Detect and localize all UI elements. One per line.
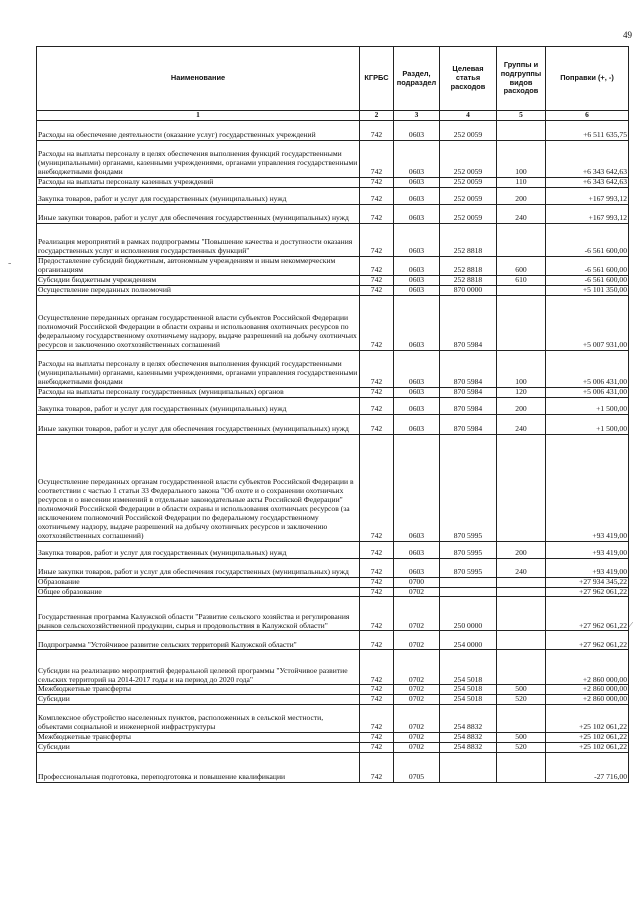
row-expense-group: 100 [497,141,546,178]
row-kgrbs: 742 [360,631,394,650]
row-name: Межбюджетные трансферты [37,685,360,695]
row-name: Подпрограмма "Устойчивое развитие сельских территорий Калужской области" [37,631,360,650]
row-kgrbs: 742 [360,387,394,397]
row-section: 0702 [394,587,440,597]
table-row [37,577,629,587]
row-amendment: +93 419,00 [546,434,629,541]
row-section: 0702 [394,733,440,743]
row-section: 0700 [394,577,440,587]
row-amendment: -6 561 600,00 [546,256,629,275]
table-row [37,597,629,631]
row-target-article: 870 5984 [440,397,497,414]
row-kgrbs: 742 [360,141,394,178]
row-expense-group: 240 [497,558,546,577]
row-section: 0603 [394,256,440,275]
row-expense-group [497,285,546,295]
row-expense-group [497,577,546,587]
row-expense-group: 240 [497,414,546,434]
table-row [37,387,629,397]
row-target-article: 252 8818 [440,256,497,275]
row-name: Субсидии [37,695,360,705]
row-kgrbs: 742 [360,295,394,350]
row-amendment: +2 860 000,00 [546,695,629,705]
row-expense-group: 240 [497,204,546,223]
table-row [37,275,629,285]
row-name: Иные закупки товаров, работ и услуг для обеспечения государственных (муниципальных) нужд [37,204,360,223]
row-target-article [440,587,497,597]
row-kgrbs: 742 [360,597,394,631]
row-kgrbs: 742 [360,121,394,141]
table-row [37,178,629,188]
row-name: Осуществление переданных органам государственной власти субъектов Российской Федерации в соответствии с частью 1 статьи 33 Федерального закона "Об охоте и о сохранении охотничьих ресурсов и о внесении изменений в отдельные законодательные акты Российской Федерации" полномочий Российской Федерации в области охраны и использования охотничьих ресурсов (за исключением полномочий Российской Федерации по федеральному государственному охотничьему надзору, выдаче разрешений на добычу охотничьих ресурсов и заключению охотхозяйственных соглашений) [37,434,360,541]
row-name: Закупка товаров, работ и услуг для государственных (муниципальных) нужд [37,397,360,414]
row-target-article: 254 5018 [440,685,497,695]
row-name: Межбюджетные трансферты [37,733,360,743]
row-section: 0603 [394,434,440,541]
row-amendment: +5 006 431,00 [546,350,629,387]
row-expense-group: 500 [497,685,546,695]
row-expense-group: 500 [497,733,546,743]
row-target-article: 254 8832 [440,743,497,753]
row-target-article: 252 0059 [440,178,497,188]
row-section: 0603 [394,121,440,141]
table-row [37,541,629,558]
row-expense-group: 200 [497,397,546,414]
column-number: 4 [440,111,497,121]
row-kgrbs: 742 [360,753,394,783]
row-name: Субсидии бюджетным учреждениям [37,275,360,285]
row-expense-group: 110 [497,178,546,188]
table-row [37,397,629,414]
row-section: 0702 [394,650,440,685]
row-amendment: +25 102 061,22 [546,705,629,733]
row-name: Расходы на выплаты персоналу казенных учреждений [37,178,360,188]
column-number: 5 [497,111,546,121]
row-target-article: 870 5995 [440,434,497,541]
table-row [37,587,629,597]
row-name: Образование [37,577,360,587]
margin-mark-right: / [627,619,634,632]
row-expense-group [497,223,546,256]
row-section: 0603 [394,295,440,350]
table-row [37,733,629,743]
row-expense-group [497,597,546,631]
row-expense-group [497,705,546,733]
row-kgrbs: 742 [360,685,394,695]
row-amendment: +27 962 061,22 [546,631,629,650]
column-number-row [37,111,629,121]
row-amendment: +6 511 635,75 [546,121,629,141]
row-kgrbs: 742 [360,743,394,753]
row-name: Реализация мероприятий в рамках подпрограммы "Повышение качества и доступности оказания государственных услуг и исполнения государственных функций" [37,223,360,256]
row-section: 0705 [394,753,440,783]
header-target-article: Целевая статья расходов [440,47,497,111]
row-expense-group: 610 [497,275,546,285]
row-target-article: 254 0000 [440,631,497,650]
table-row [37,685,629,695]
table-row [37,223,629,256]
row-section: 0702 [394,685,440,695]
row-kgrbs: 742 [360,558,394,577]
row-amendment: +6 343 642,63 [546,178,629,188]
row-kgrbs: 742 [360,695,394,705]
row-section: 0603 [394,178,440,188]
row-target-article: 252 0059 [440,121,497,141]
row-kgrbs: 742 [360,541,394,558]
row-amendment: +167 993,12 [546,204,629,223]
row-kgrbs: 742 [360,577,394,587]
row-expense-group [497,650,546,685]
row-name: Расходы на выплаты персоналу государственных (муниципальных) органов [37,387,360,397]
row-target-article: 870 5984 [440,295,497,350]
row-target-article: 252 0059 [440,204,497,223]
row-expense-group: 200 [497,541,546,558]
row-target-article: 252 0059 [440,187,497,204]
row-kgrbs: 742 [360,650,394,685]
row-expense-group: 520 [497,695,546,705]
row-name: Государственная программа Калужской области "Развитие сельского хозяйства и регулирования рынков сельскохозяйственной продукции, сырья и продовольствия в Калужской области" [37,597,360,631]
row-kgrbs: 742 [360,178,394,188]
row-name: Иные закупки товаров, работ и услуг для обеспечения государственных (муниципальных) нужд [37,558,360,577]
row-target-article: 254 8832 [440,733,497,743]
row-kgrbs: 742 [360,350,394,387]
table-row [37,256,629,275]
row-expense-group: 120 [497,387,546,397]
row-name: Закупка товаров, работ и услуг для государственных (муниципальных) нужд [37,541,360,558]
table-row [37,705,629,733]
table-row [37,650,629,685]
row-section: 0702 [394,743,440,753]
row-name: Профессиональная подготовка, переподготовка и повышение квалификации [37,753,360,783]
row-amendment: +2 860 000,00 [546,685,629,695]
header-section: Раздел, подраздел [394,47,440,111]
row-kgrbs: 742 [360,285,394,295]
row-amendment: -27 716,00 [546,753,629,783]
row-section: 0603 [394,141,440,178]
table-row [37,204,629,223]
budget-amendments-table [36,46,629,783]
row-kgrbs: 742 [360,414,394,434]
row-target-article: 870 5995 [440,558,497,577]
row-amendment: -6 561 600,00 [546,223,629,256]
row-expense-group [497,753,546,783]
table-row [37,695,629,705]
table-row [37,414,629,434]
row-amendment: +5 101 350,00 [546,285,629,295]
row-target-article: 870 5995 [440,541,497,558]
row-name: Осуществление переданных органам государственной власти субъектов Российской Федерации полномочий Российской Федерации в области охраны и использования охотничьих ресурсов по федеральному государственному охотничьему надзору, выдаче разрешений на добычу охотничьих ресурсов и заключению охотхозяйственных соглашений [37,295,360,350]
row-amendment: +1 500,00 [546,414,629,434]
row-kgrbs: 742 [360,256,394,275]
row-name: Расходы на выплаты персоналу в целях обеспечения выполнения функций государственными (муниципальными) органами, казенными учреждениями, органами управления государственными внебюджетными фондами [37,141,360,178]
column-number: 1 [37,111,360,121]
row-name: Осуществление переданных полномочий [37,285,360,295]
row-amendment: +1 500,00 [546,397,629,414]
row-target-article: 252 8818 [440,223,497,256]
table-row [37,743,629,753]
row-amendment: +27 962 061,22 [546,597,629,631]
row-section: 0603 [394,204,440,223]
row-section: 0603 [394,397,440,414]
row-name: Комплексное обустройство населенных пунктов, расположенных в сельской местности, объектами социальной и инженерной инфраструктуры [37,705,360,733]
row-amendment: +93 419,00 [546,558,629,577]
header-amendments: Поправки (+, -) [546,47,629,111]
table-row [37,434,629,541]
row-amendment: +27 934 345,22 [546,577,629,587]
row-expense-group [497,434,546,541]
row-expense-group: 600 [497,256,546,275]
table-row [37,350,629,387]
page-number: 49 [623,30,632,40]
row-amendment: +167 993,12 [546,187,629,204]
row-target-article: 250 0000 [440,597,497,631]
column-number: 3 [394,111,440,121]
row-kgrbs: 742 [360,187,394,204]
row-name: Субсидии [37,743,360,753]
row-target-article: 254 5018 [440,650,497,685]
row-target-article: 252 0059 [440,141,497,178]
row-target-article: 252 8818 [440,275,497,285]
row-target-article: 254 8832 [440,705,497,733]
row-kgrbs: 742 [360,223,394,256]
row-target-article: 870 5984 [440,387,497,397]
table-row [37,753,629,783]
column-number: 6 [546,111,629,121]
row-section: 0702 [394,705,440,733]
row-kgrbs: 742 [360,204,394,223]
row-name: Закупка товаров, работ и услуг для государственных (муниципальных) нужд [37,187,360,204]
row-expense-group [497,295,546,350]
row-section: 0603 [394,350,440,387]
row-section: 0702 [394,631,440,650]
header-expense-group: Группы и подгруппы видов расходов [497,47,546,111]
column-number: 2 [360,111,394,121]
row-amendment: +5 007 931,00 [546,295,629,350]
row-kgrbs: 742 [360,705,394,733]
row-section: 0603 [394,275,440,285]
row-expense-group: 520 [497,743,546,753]
row-target-article [440,577,497,587]
row-amendment: -6 561 600,00 [546,275,629,285]
row-section: 0603 [394,558,440,577]
row-kgrbs: 742 [360,434,394,541]
row-section: 0603 [394,223,440,256]
row-expense-group: 100 [497,350,546,387]
row-kgrbs: 742 [360,275,394,285]
table-row [37,121,629,141]
row-amendment: +93 419,00 [546,541,629,558]
row-kgrbs: 742 [360,587,394,597]
row-amendment: +2 860 000,00 [546,650,629,685]
row-kgrbs: 742 [360,733,394,743]
row-expense-group [497,587,546,597]
row-name: Иные закупки товаров, работ и услуг для обеспечения государственных (муниципальных) нужд [37,414,360,434]
row-kgrbs: 742 [360,397,394,414]
table-header-row [37,47,629,111]
table-row [37,285,629,295]
row-expense-group [497,631,546,650]
row-amendment: +25 102 061,22 [546,743,629,753]
row-amendment: +25 102 061,22 [546,733,629,743]
table-row [37,141,629,178]
row-amendment: +5 006 431,00 [546,387,629,397]
header-name: Наименование [37,47,360,111]
row-section: 0702 [394,597,440,631]
table-row [37,295,629,350]
row-name: Расходы на выплаты персоналу в целях обеспечения выполнения функций государственными (муниципальными) органами, казенными учреждениями, органами управления государственными внебюджетными фондами [37,350,360,387]
row-target-article: 254 5018 [440,695,497,705]
header-kgrbs: КГРБС [360,47,394,111]
row-section: 0603 [394,285,440,295]
row-name: Общее образование [37,587,360,597]
row-target-article: 870 5984 [440,350,497,387]
row-amendment: +6 343 642,63 [546,141,629,178]
row-name: Расходы на обеспечение деятельности (оказание услуг) государственных учреждений [37,121,360,141]
row-section: 0603 [394,541,440,558]
row-name: Предоставление субсидий бюджетным, автономным учреждениям и иным некоммерческим организациям [37,256,360,275]
table-row [37,187,629,204]
row-name: Субсидии на реализацию мероприятий федеральной целевой программы "Устойчивое развитие сельских территорий на 2014-2017 годы и на период до 2020 года" [37,650,360,685]
row-section: 0603 [394,387,440,397]
row-expense-group [497,121,546,141]
row-target-article: 870 5984 [440,414,497,434]
row-expense-group: 200 [497,187,546,204]
row-target-article [440,753,497,783]
margin-mark-left: - [8,258,12,269]
row-target-article: 870 0000 [440,285,497,295]
table-row [37,558,629,577]
row-section: 0702 [394,695,440,705]
row-section: 0603 [394,414,440,434]
row-amendment: +27 962 061,22 [546,587,629,597]
row-section: 0603 [394,187,440,204]
table-row [37,631,629,650]
